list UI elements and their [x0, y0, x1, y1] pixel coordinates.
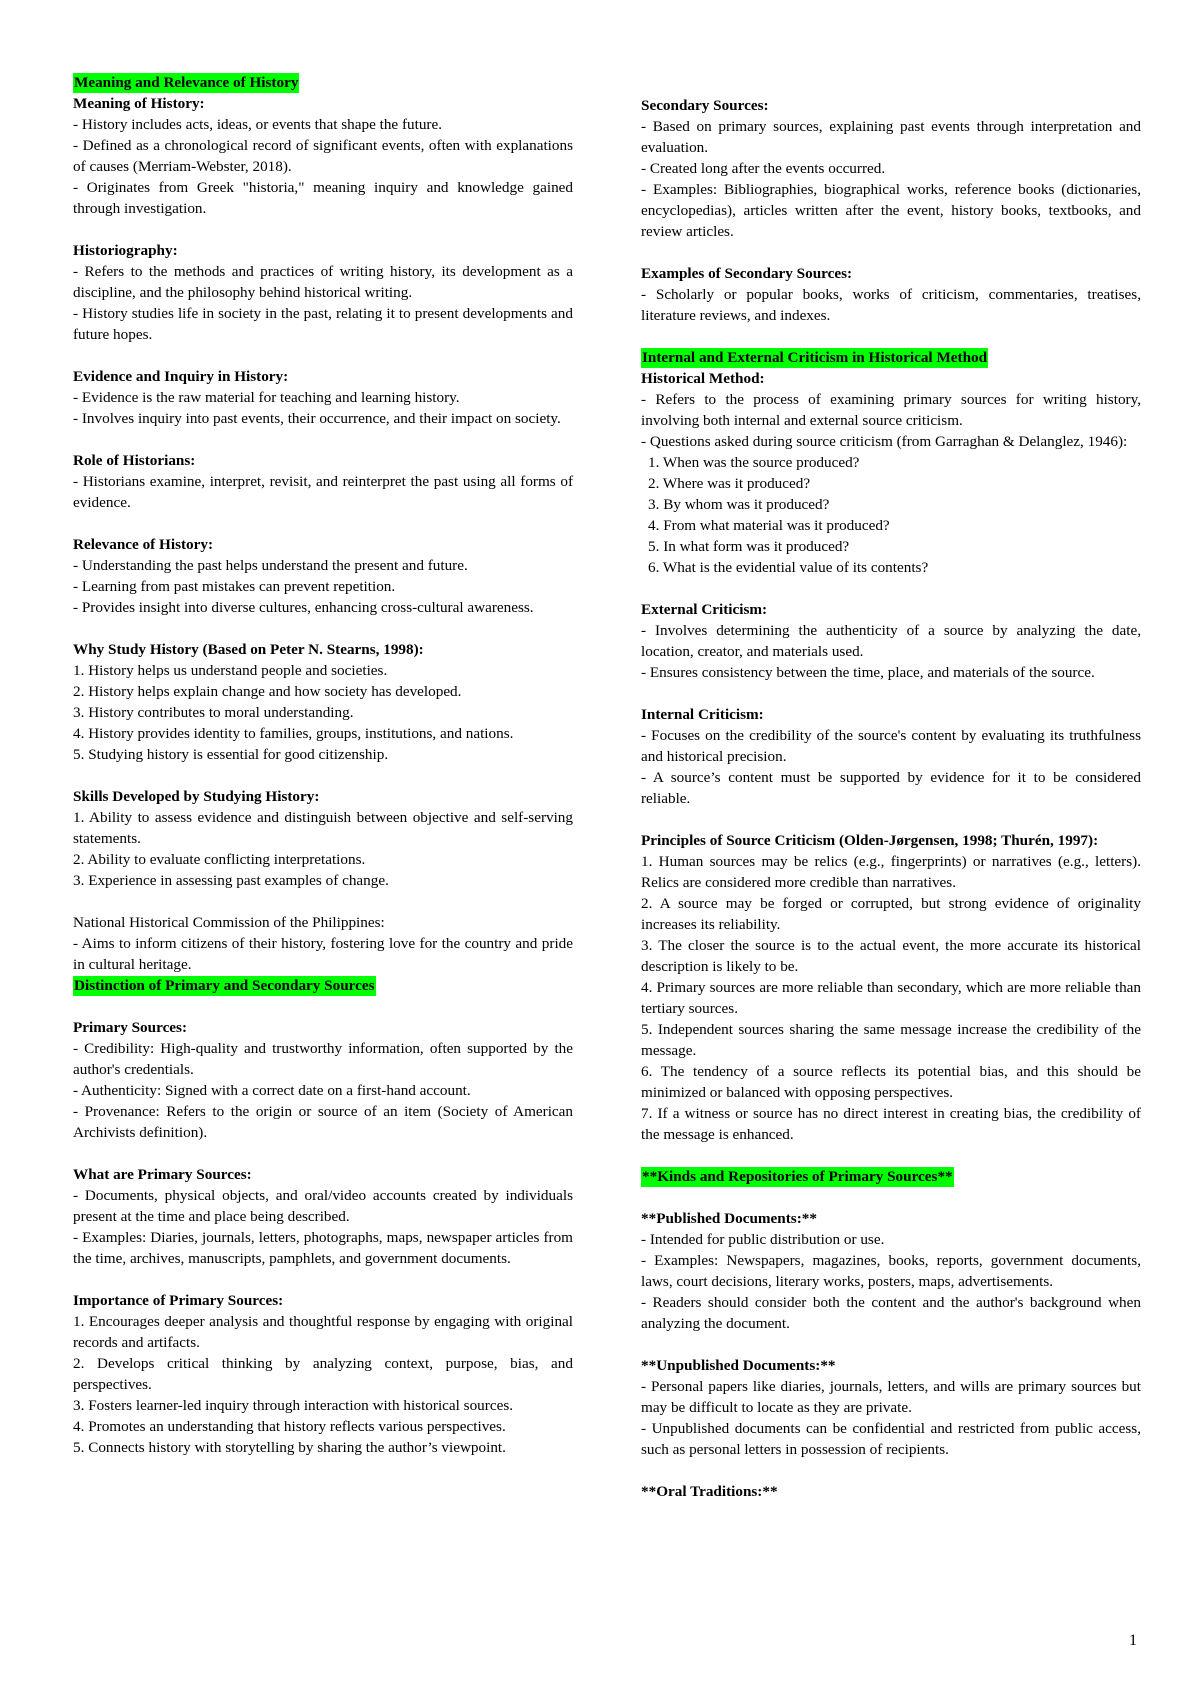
text-line: - Refers to the methods and practices of writing history, its development as a discipline, and the philosophy behind historical writing.: [73, 263, 573, 301]
text-line: - Originates from Greek "historia," meaning inquiry and knowledge gained through investigation.: [73, 179, 573, 217]
heading-why-study: Why Study History (Based on Peter N. Stearns, 1998):: [73, 641, 424, 658]
list-item: 4. Primary sources are more reliable than secondary, which are more reliable than tertiary sources.: [641, 979, 1141, 1017]
text-line: - A source’s content must be supported by evidence for it to be considered reliable.: [641, 769, 1141, 807]
heading-evidence: Evidence and Inquiry in History:: [73, 368, 289, 385]
section-examples-secondary: [641, 263, 1141, 326]
banner-label: Meaning and Relevance of History: [74, 74, 299, 91]
text-line: - Ensures consistency between the time, place, and materials of the source.: [641, 664, 1095, 681]
section-skills: [73, 786, 573, 891]
list-item: 3. The closer the source is to the actual event, the more accurate its historical description is likely to be.: [641, 937, 1141, 975]
text-line: - Scholarly or popular books, works of criticism, commentaries, treatises, literature reviews, and indexes.: [641, 286, 1141, 324]
section-external-criticism: [641, 599, 1141, 683]
list-item: 2. Ability to evaluate conflicting interpretations.: [73, 851, 366, 868]
text-line: - Understanding the past helps understand the present and future.: [73, 557, 468, 574]
list-item: 1. Human sources may be relics (e.g., fingerprints) or narratives (e.g., letters). Relics are considered more credible than narratives.: [641, 853, 1141, 891]
list-item: 2. A source may be forged or corrupted, but strong evidence of originality increases its reliability.: [641, 895, 1141, 933]
section-evidence: [73, 366, 573, 429]
list-item: 1. When was the source produced?: [648, 454, 860, 471]
heading-primary: Primary Sources:: [73, 1019, 188, 1036]
section-published: [641, 1208, 1141, 1334]
section-historians: [73, 450, 573, 513]
left-column: [73, 72, 573, 1458]
section-banner-kinds: [641, 1166, 1141, 1187]
heading-examples-secondary: Examples of Secondary Sources:: [641, 265, 853, 282]
text-line: - Evidence is the raw material for teaching and learning history.: [73, 389, 460, 406]
questions-list: [641, 452, 1141, 578]
section-nhcp: [73, 912, 573, 975]
text-line: - Credibility: High-quality and trustworthy information, often supported by the author's credentials.: [73, 1040, 573, 1078]
list-item: 3. Fosters learner-led inquiry through interaction with historical sources.: [73, 1397, 514, 1414]
section-why-study: [73, 639, 573, 765]
heading-relevance: Relevance of History:: [73, 536, 214, 553]
list-item: 4. History provides identity to families, groups, institutions, and nations.: [73, 725, 514, 742]
text-line: - Aims to inform citizens of their history, fostering love for the country and pride in cultural heritage.: [73, 935, 573, 973]
section-meaning: [73, 93, 573, 219]
section-banner-primary-secondary: [73, 975, 573, 996]
text-line: - Provenance: Refers to the origin or source of an item (Society of American Archivists definition).: [73, 1103, 573, 1141]
section-primary: [73, 1017, 573, 1143]
list-item: 1. History helps us understand people and societies.: [73, 662, 388, 679]
list-item: 1. Encourages deeper analysis and thoughtful response by engaging with original records and artifacts.: [73, 1313, 573, 1351]
list-item: 3. Experience in assessing past examples of change.: [73, 872, 389, 889]
section-importance: [73, 1290, 573, 1458]
text-line: - Focuses on the credibility of the source's content by evaluating its truthfulness and historical precision.: [641, 727, 1141, 765]
heading-importance: Importance of Primary Sources:: [73, 1292, 284, 1309]
heading-internal-criticism: Internal Criticism:: [641, 706, 764, 723]
text-line: - Documents, physical objects, and oral/video accounts created by individuals present at the time and place being described.: [73, 1187, 573, 1225]
section-banner-meaning-relevance: [73, 72, 573, 93]
section-historiography: [73, 240, 573, 345]
text-line: - Refers to the process of examining primary sources for writing history, involving both internal and external source criticism.: [641, 391, 1141, 429]
text-line: - Based on primary sources, explaining past events through interpretation and evaluation.: [641, 118, 1141, 156]
text-line: - Unpublished documents can be confidential and restricted from public access, such as personal letters in possession of recipients.: [641, 1420, 1141, 1458]
text-line: - Historians examine, interpret, revisit, and reinterpret the past using all forms of evidence.: [73, 473, 573, 511]
text-line: - Examples: Bibliographies, biographical works, reference books (dictionaries, encyclopedias), articles written after the event, history books, textbooks, and review articles.: [641, 181, 1141, 240]
section-principles: [641, 830, 1141, 1145]
list-item: 6. The tendency of a source reflects its potential bias, and this should be minimized or balanced with opposing perspectives.: [641, 1063, 1141, 1101]
text-line: - History studies life in society in the past, relating it to present developments and future hopes.: [73, 305, 573, 343]
text-line: - Intended for public distribution or use.: [641, 1231, 885, 1248]
text-line: - Involves determining the authenticity of a source by analyzing the date, location, creator, and materials used.: [641, 622, 1141, 660]
list-item: 5. Studying history is essential for good citizenship.: [73, 746, 389, 763]
heading-external-criticism: External Criticism:: [641, 601, 768, 618]
heading-secondary: Secondary Sources:: [641, 97, 769, 114]
text-line: - Questions asked during source criticism (from Garraghan & Delanglez, 1946):: [641, 433, 1128, 450]
banner-label: Distinction of Primary and Secondary Sources: [74, 977, 375, 994]
heading-what-are: What are Primary Sources:: [73, 1166, 252, 1183]
right-column: [641, 95, 1141, 1502]
text-line: - Authenticity: Signed with a correct date on a first-hand account.: [73, 1082, 471, 1099]
list-item: 7. If a witness or source has no direct interest in creating bias, the credibility of the message is enhanced.: [641, 1105, 1141, 1143]
section-secondary: [641, 95, 1141, 242]
heading-nhcp: National Historical Commission of the Philippines:: [73, 914, 385, 931]
heading-historians: Role of Historians:: [73, 452, 196, 469]
list-item: 2. History helps explain change and how society has developed.: [73, 683, 462, 700]
heading-historiography: Historiography:: [73, 242, 178, 259]
section-what-are: [73, 1164, 573, 1269]
text-line: - Personal papers like diaries, journals, letters, and wills are primary sources but may be difficult to locate as they are private.: [641, 1378, 1141, 1416]
page-number: 1: [1129, 1632, 1137, 1649]
banner-label: Internal and External Criticism in Historical Method: [642, 349, 988, 366]
list-item: 3. History contributes to moral understanding.: [73, 704, 354, 721]
section-oral: [641, 1481, 1141, 1502]
banner-label: **Kinds and Repositories of Primary Sources**: [642, 1168, 953, 1185]
heading-historical-method: Historical Method:: [641, 370, 765, 387]
heading-meaning: Meaning of History:: [73, 95, 205, 112]
text-line: - Provides insight into diverse cultures, enhancing cross-cultural awareness.: [73, 599, 534, 616]
text-line: - Readers should consider both the content and the author's background when analyzing the document.: [641, 1294, 1141, 1332]
list-item: 4. From what material was it produced?: [648, 517, 890, 534]
section-unpublished: [641, 1355, 1141, 1460]
text-line: - Created long after the events occurred.: [641, 160, 886, 177]
text-line: - Defined as a chronological record of significant events, often with explanations of causes (Merriam-Webster, 2018).: [73, 137, 573, 175]
list-item: 6. What is the evidential value of its contents?: [648, 559, 929, 576]
text-line: - Examples: Newspapers, magazines, books, reports, government documents, laws, court decisions, literary works, posters, maps, advertisements.: [641, 1252, 1141, 1290]
section-historical-method: [641, 368, 1141, 578]
heading-skills: Skills Developed by Studying History:: [73, 788, 320, 805]
list-item: 2. Develops critical thinking by analyzing context, purpose, bias, and perspectives.: [73, 1355, 573, 1393]
heading-unpublished: **Unpublished Documents:**: [641, 1357, 836, 1374]
list-item: 5. Connects history with storytelling by sharing the author’s viewpoint.: [73, 1439, 506, 1456]
section-relevance: [73, 534, 573, 618]
text-line: - Examples: Diaries, journals, letters, photographs, maps, newspaper articles from the time, archives, manuscripts, pamphlets, and government documents.: [73, 1229, 573, 1267]
list-item: 2. Where was it produced?: [648, 475, 811, 492]
heading-published: **Published Documents:**: [641, 1210, 817, 1227]
section-banner-criticism: [641, 347, 1141, 368]
list-item: 3. By whom was it produced?: [648, 496, 830, 513]
section-internal-criticism: [641, 704, 1141, 809]
text-line: - History includes acts, ideas, or events that shape the future.: [73, 116, 443, 133]
list-item: 5. In what form was it produced?: [648, 538, 850, 555]
text-line: - Involves inquiry into past events, their occurrence, and their impact on society.: [73, 410, 561, 427]
list-item: 5. Independent sources sharing the same message increase the credibility of the message.: [641, 1021, 1141, 1059]
list-item: 4. Promotes an understanding that history reflects various perspectives.: [73, 1418, 506, 1435]
heading-principles: Principles of Source Criticism (Olden-Jørgensen, 1998; Thurén, 1997):: [641, 832, 1099, 849]
list-item: 1. Ability to assess evidence and distinguish between objective and self-serving statements.: [73, 809, 573, 847]
text-line: - Learning from past mistakes can prevent repetition.: [73, 578, 396, 595]
heading-oral: **Oral Traditions:**: [641, 1483, 778, 1500]
